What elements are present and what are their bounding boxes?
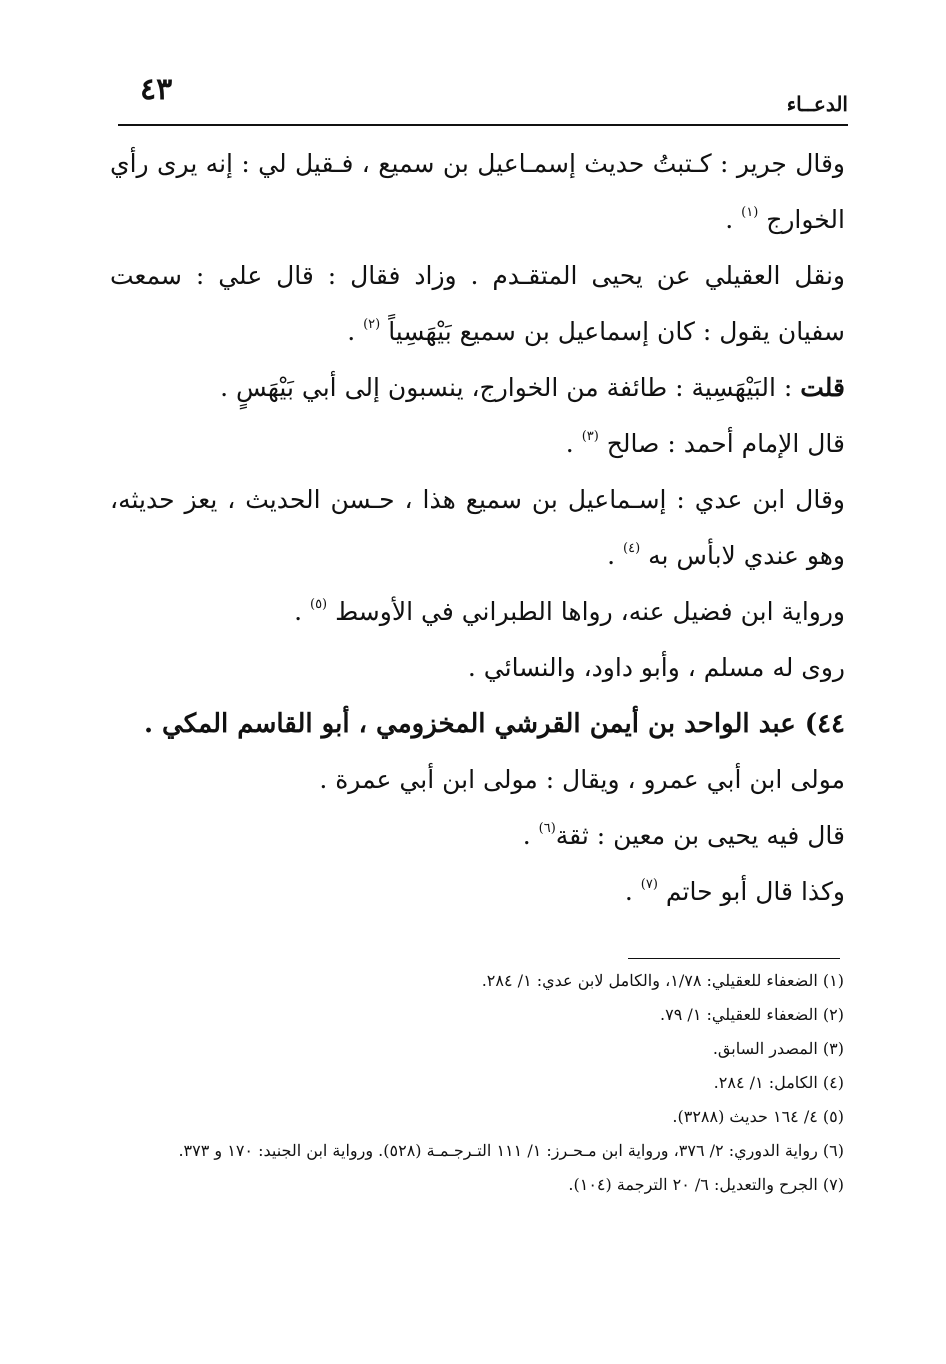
paragraph-end: .: [294, 597, 310, 626]
paragraph-text: وقال جرير : كـتبتُ حديث إسمـاعيل بن سميع ، فـقيل لي : إنه يرى رأي الخوارج: [110, 149, 845, 234]
footnote: (٤) الكامل: ١/ ٢٨٤.: [713, 1073, 844, 1092]
header-rule: [118, 124, 848, 126]
paragraph: [110, 472, 845, 584]
paragraph-end: .: [624, 877, 641, 906]
footnote: (٧) الجرح والتعديل: ٦/ ٢٠ الترجمة (١٠٤).: [568, 1175, 844, 1194]
paragraph-end: .: [565, 429, 582, 458]
paragraph-text: وقال ابن عدي : إسـماعيل بن سميع هذا ، حـسن الحديث ، يعز حديثه، وهو عندي لابأس به: [110, 485, 845, 570]
footnote-rule: [628, 958, 840, 959]
paragraph-end: .: [347, 317, 364, 346]
footnote-ref: (١): [741, 205, 759, 220]
footnote-ref: (٥): [309, 597, 328, 612]
paragraph: [110, 864, 845, 920]
paragraph-lead: قلت: [800, 373, 845, 402]
running-title: الدعــاء: [786, 92, 848, 116]
page-number: ٤٣: [140, 72, 173, 107]
paragraph: [110, 360, 845, 416]
paragraph-text: قال الإمام أحمد : صالح: [606, 429, 845, 458]
footnotes: [104, 966, 844, 1204]
paragraph-text: ورواية ابن فضيل عنه، رواها الطبراني في الأوسط: [335, 597, 845, 626]
paragraph: [110, 584, 845, 640]
entry-heading: ٤٤) عبد الواحد بن أيمن القرشي المخزومي ، أبو القاسم المكي .: [143, 709, 845, 739]
footnote-ref: (٣): [581, 429, 599, 444]
paragraph-text: : البَيْهَسِية : طائفة من الخوارج، ينسبون إلى أبي بَيْهَسٍ .: [220, 373, 801, 402]
footnote: (٣) المصدر السابق.: [712, 1039, 844, 1058]
footnote: (٦) رواية الدوري: ٢/ ٣٧٦، ورواية ابن مـحـرز: ١/ ١١١ التـرجـمـة (٥٢٨). ورواية ابن الجنيد: ١٧٠ و ٣٧٣.: [178, 1141, 844, 1160]
footnote-ref: (٧): [640, 877, 658, 892]
footnote: (٥) ٤/ ١٦٤ حديث (٣٢٨٨).: [672, 1107, 844, 1126]
footnote-ref: (٤): [623, 541, 641, 556]
paragraph: [110, 808, 845, 864]
paragraph-text: ونقل العقيلي عن يحيى المتقـدم . وزاد فقال : قال علي : سمعت سفيان يقول : كان إسماعيل بن سميع بَيْهَسِياً: [110, 261, 845, 346]
footnote: (١) الضعفاء للعقيلي: ١/٧٨، والكامل لابن عدي: ١/ ٢٨٤.: [481, 971, 844, 990]
main-text: [110, 136, 845, 920]
paragraph-end: .: [607, 541, 624, 570]
paragraph: روى له مسلم ، وأبو داود، والنسائي .: [467, 653, 845, 682]
footnote-ref: (٢): [363, 317, 381, 332]
paragraph: مولى ابن أبي عمرو ، ويقال : مولى ابن أبي عمرة .: [319, 765, 845, 794]
paragraph-text: قال فيه يحيى بن معين : ثقة: [555, 821, 845, 850]
footnote: (٢) الضعفاء للعقيلي: ١/ ٧٩.: [660, 1005, 844, 1024]
paragraph: [110, 416, 845, 472]
paragraph: [110, 248, 845, 360]
footnote-ref: (٦): [538, 821, 556, 836]
paragraph-text: وكذا قال أبو حاتم: [665, 877, 845, 906]
paragraph-end: .: [522, 821, 539, 850]
paragraph-end: .: [725, 205, 742, 234]
paragraph: [110, 136, 845, 248]
